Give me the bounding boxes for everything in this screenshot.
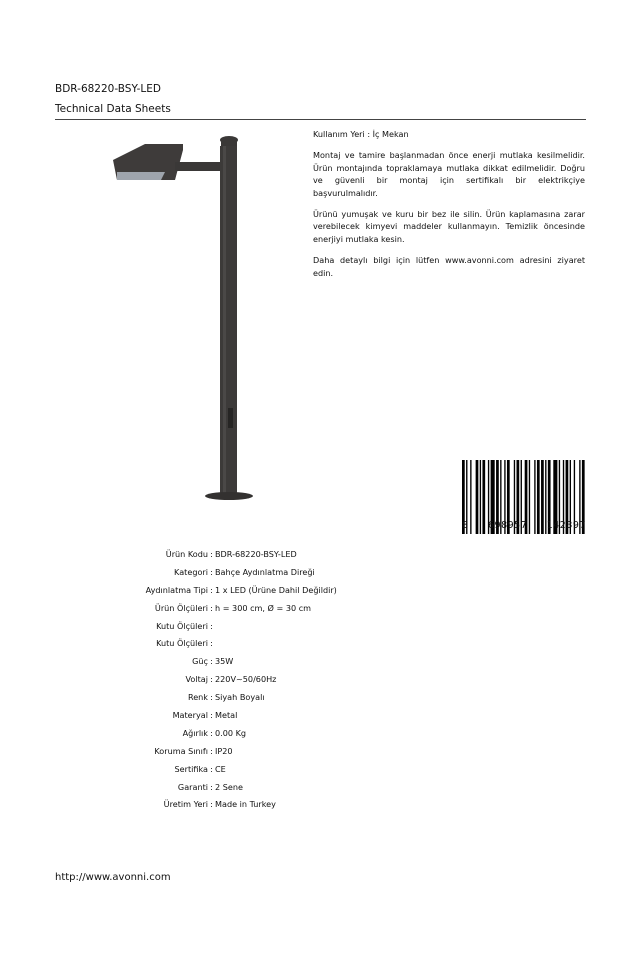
- spec-colon: :: [210, 638, 213, 649]
- footer-url[interactable]: http://www.avonni.com: [55, 872, 171, 883]
- spec-row: [0, 563, 640, 581]
- lamp-arm: [175, 162, 221, 171]
- spec-label: Üretim Yeri: [163, 799, 208, 810]
- spec-value: 220V~50/60Hz: [215, 674, 277, 685]
- spec-colon: :: [210, 674, 213, 685]
- spec-row: [0, 688, 640, 706]
- info-paragraph: Daha detaylı bilgi için lütfen www.avonni.com adresini ziyaret edin.: [313, 255, 585, 278]
- header-divider: [55, 119, 586, 120]
- spec-label: Materyal: [172, 709, 208, 720]
- spec-colon: :: [210, 692, 213, 703]
- service-door: [228, 408, 233, 428]
- barcode-digits: [462, 520, 586, 531]
- product-code-header: BDR-68220-BSY-LED: [55, 83, 161, 95]
- spec-value: 2 Sene: [215, 781, 243, 792]
- spec-label: Kutu Ölçüleri: [156, 638, 208, 649]
- spec-colon: :: [210, 656, 213, 667]
- lamp-lens: [117, 172, 165, 180]
- spec-colon: :: [210, 602, 213, 613]
- pole-base: [205, 492, 253, 500]
- spec-table: [0, 545, 640, 813]
- spec-label: Sertifika: [174, 763, 208, 774]
- document-subtitle: Technical Data Sheets: [55, 103, 171, 115]
- spec-colon: :: [210, 620, 213, 631]
- spec-row: [0, 724, 640, 742]
- spec-value: 0.00 Kg: [215, 727, 247, 738]
- spec-label: Renk: [187, 692, 208, 703]
- barcode-digit-group1: 698957: [488, 520, 528, 531]
- spec-value: CE: [215, 763, 226, 774]
- spec-colon: :: [210, 566, 213, 577]
- spec-row: [0, 670, 640, 688]
- spec-label: Kutu Ölçüleri: [156, 620, 208, 631]
- barcode-digit-prefix: 8: [462, 520, 469, 531]
- safety-paragraph: Montaj ve tamire başlanmadan önce enerji mutlaka kesilmelidir. Ürün montajında topraklamaya mutlaka dikkat edilmelidir. Doğru ve güvenli bir montaj için sertifikalı bir elektrikçiye başvurulmalıdır.: [313, 150, 585, 198]
- spec-label: Garanti: [177, 781, 208, 792]
- spec-value: Bahçe Aydınlatma Direği: [215, 566, 315, 577]
- spec-row: [0, 634, 640, 652]
- cleaning-paragraph: Ürünü yumuşak ve kuru bir bez ile silin. Ürün kaplamasına zarar verebilecek kimyevi maddeler kullanmayın. Temizlik öncesinde enerjiyi mutlaka kesin.: [313, 209, 585, 244]
- spec-row: [0, 706, 640, 724]
- spec-label: Kategori: [174, 566, 208, 577]
- spec-row: [0, 652, 640, 670]
- barcode-digit-group2: 142397: [546, 520, 586, 531]
- spec-colon: :: [210, 799, 213, 810]
- spec-value: Made in Turkey: [215, 799, 276, 810]
- spec-colon: :: [210, 763, 213, 774]
- spec-value: IP20: [215, 745, 233, 756]
- usage-location: Kullanım Yeri : İç Mekan: [313, 129, 409, 139]
- spec-row: [0, 581, 640, 599]
- spec-label: Ağırlık: [182, 727, 208, 738]
- spec-label: Güç: [192, 656, 208, 667]
- lamp-post-image: [105, 132, 265, 504]
- product-description: [313, 128, 585, 288]
- spec-row: [0, 545, 640, 563]
- spec-value: 1 x LED (Ürüne Dahil Değildir): [215, 584, 337, 595]
- spec-row: [0, 742, 640, 760]
- spec-value: h = 300 cm, Ø = 30 cm: [215, 602, 312, 613]
- spec-row: [0, 599, 640, 617]
- spec-label: Voltaj: [185, 674, 208, 685]
- spec-value: BDR-68220-BSY-LED: [215, 548, 297, 559]
- spec-row: [0, 795, 640, 813]
- spec-row: [0, 778, 640, 796]
- spec-colon: :: [210, 781, 213, 792]
- spec-colon: :: [210, 709, 213, 720]
- pole: [220, 146, 237, 494]
- spec-colon: :: [210, 745, 213, 756]
- spec-colon: :: [210, 548, 213, 559]
- spec-label: Ürün Ölçüleri: [154, 602, 208, 613]
- spec-value: Siyah Boyalı: [215, 692, 265, 703]
- spec-value: Metal: [215, 709, 238, 720]
- spec-colon: :: [210, 727, 213, 738]
- spec-row: [0, 617, 640, 635]
- spec-label: Aydınlatma Tipi: [145, 584, 208, 595]
- spec-row: [0, 760, 640, 778]
- spec-value: 35W: [215, 656, 234, 667]
- spec-label: Ürün Kodu: [165, 548, 208, 559]
- spec-label: Koruma Sınıfı: [154, 745, 208, 756]
- spec-colon: :: [210, 584, 213, 595]
